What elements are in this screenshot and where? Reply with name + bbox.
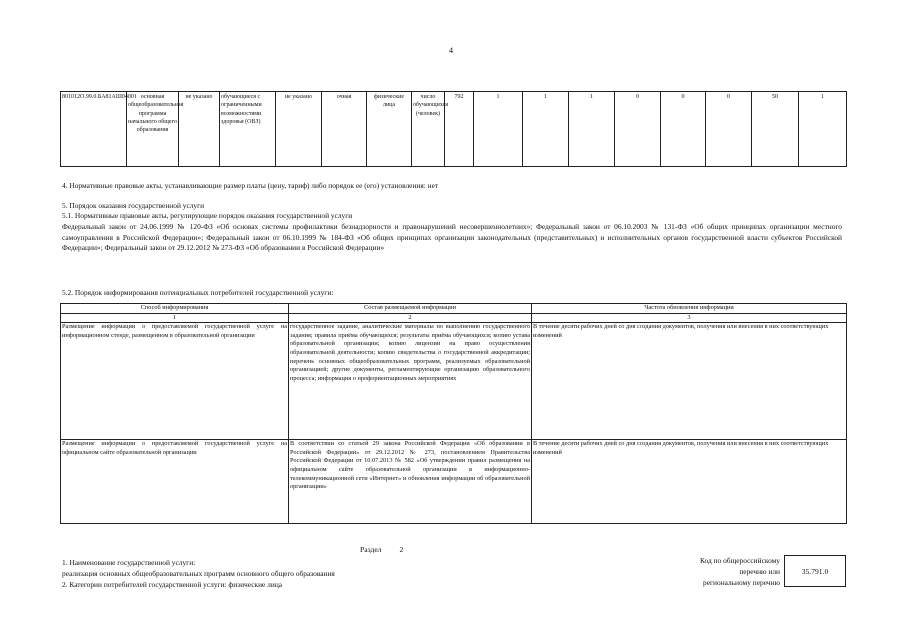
frequency-cell: В течение десяти рабочих дней со дня создания документов, получения или внесения в них соответствующих изменений bbox=[532, 323, 847, 440]
information-table bbox=[60, 303, 847, 524]
category-cell: обучающиеся с ограниченными возможностями здоровья (ОВЗ) bbox=[220, 92, 276, 167]
frequency-cell: В течение десяти рабочих дней со дня создания документов, получения или внесения в них соответствующих изменений bbox=[532, 440, 847, 524]
unspecified-cell: не указано bbox=[179, 92, 220, 167]
table-number-row bbox=[61, 313, 847, 323]
section-5-2-title: 5.2. Порядок информирования потенциальных потребителей государственной услуги: bbox=[62, 288, 334, 297]
value-cell: 0 bbox=[706, 92, 752, 167]
value-cell: 1 bbox=[523, 92, 569, 167]
section-5-title: 5. Порядок оказания государственной услуги bbox=[62, 201, 205, 210]
column-number: 1 bbox=[61, 313, 289, 323]
value-cell: 0 bbox=[615, 92, 661, 167]
column-number: 2 bbox=[289, 313, 532, 323]
section-heading bbox=[360, 545, 403, 554]
content-cell: В соответствии со статьей 29 закона Российской Федерации «Об образовании в Российской Федерации» от 29.12.2012 № 273, постановлением Правительства Российской Федерации от 10.07.2013 № 582 «Об утверждении правил размещения на официальном сайте образовательной организации в информационно-телекоммуникационной сети «Интернет» и обновления информации об образовательной организации» bbox=[289, 440, 532, 524]
table-row bbox=[61, 323, 847, 440]
column-header: Состав размещаемой информации bbox=[289, 304, 532, 314]
code-label-line-3: региональному перечню bbox=[703, 578, 780, 587]
unspecified-cell: не указано bbox=[276, 92, 322, 167]
column-header: Частота обновления информации bbox=[532, 304, 847, 314]
table-row bbox=[61, 92, 847, 167]
value-cell: 1 bbox=[569, 92, 615, 167]
value-cell: 0 bbox=[661, 92, 706, 167]
consumer-cell: физические лица bbox=[367, 92, 412, 167]
registry-code-cell: 801012О.99.0.БА81АШ04001 bbox=[61, 92, 127, 167]
content-cell: государственное задание, аналитические материалы по выполнению государственного задания; правила приёма обучающихся; результаты приёма обучающихся; копию устава образовательной организации; копию лицензии на право осуществления образовательной деятельности; копию свидетельства о государственной аккредитации; перечень основных общеобразовательных программ, реализуемых образовательной организацией; другие документы, регламентирующие организацию образовательного процесса; информация о профориентационных мероприятиях bbox=[289, 323, 532, 440]
program-cell: основная общеобразовательная программа начального общего образования bbox=[127, 92, 179, 167]
code-label-line-2: перечню или bbox=[739, 567, 780, 576]
column-number: 3 bbox=[532, 313, 847, 323]
value-cell: 1 bbox=[799, 92, 847, 167]
value-cell: 50 bbox=[752, 92, 799, 167]
form-cell: очная bbox=[322, 92, 367, 167]
table-row bbox=[61, 440, 847, 524]
registry-code-box: 35.791.0 bbox=[784, 555, 846, 587]
value-cell: 1 bbox=[474, 92, 523, 167]
indicator-table bbox=[60, 91, 847, 167]
column-header: Способ информирования bbox=[61, 304, 289, 314]
consumer-category: 2. Категории потребителей государственной услуги: физические лица bbox=[62, 580, 283, 589]
table-header-row bbox=[61, 304, 847, 314]
section-number: 2 bbox=[399, 545, 404, 554]
section-4-text: 4. Нормативные правовые акты, устанавливающие размер платы (цену, тариф) либо порядок ее (его) установления: нет bbox=[62, 181, 439, 190]
page-number: 4 bbox=[449, 46, 453, 55]
service-name-value: реализация основных общеобразовательных программ основного общего образования bbox=[62, 569, 335, 578]
method-cell: Размещение информации о предоставляемой государственной услуге на официальном сайте образовательной организации bbox=[61, 440, 289, 524]
section-label: Раздел bbox=[360, 545, 382, 554]
section-5-1-text: Федеральный закон от 24.06.1999 № 120-ФЗ «Об основах системы профилактики безнадзорности и правонарушений несовершеннолетних»; Федеральный закон от 06.10.2003 № 131-ФЗ «Об общих принципах организации местного самоуправления в Российской Федерации»; Федеральный закон от 06.10.1999 № 184-ФЗ «Об общих принципах организации законодательных (представительных) и исполнительных органов государственной власти субъектов Российской Федерации»; Федеральный закон от 29.12.2012 № 273-ФЗ «Об образовании в Российской Федерации» bbox=[62, 222, 842, 252]
service-name-title: 1. Наименование государственной услуги: bbox=[62, 558, 196, 567]
section-5-1-title: 5.1. Нормативные правовые акты, регулирующие порядок оказания государственной услуги bbox=[62, 211, 353, 220]
indicator-name-cell: число обучающихся (человек) bbox=[412, 92, 445, 167]
method-cell: Размещение информации о предоставляемой государственной услуге на информационном стенде, размещенном в образовательной организации bbox=[61, 323, 289, 440]
code-label-line-1: Код по общероссийскому bbox=[699, 556, 780, 565]
okei-code-cell: 792 bbox=[445, 92, 474, 167]
